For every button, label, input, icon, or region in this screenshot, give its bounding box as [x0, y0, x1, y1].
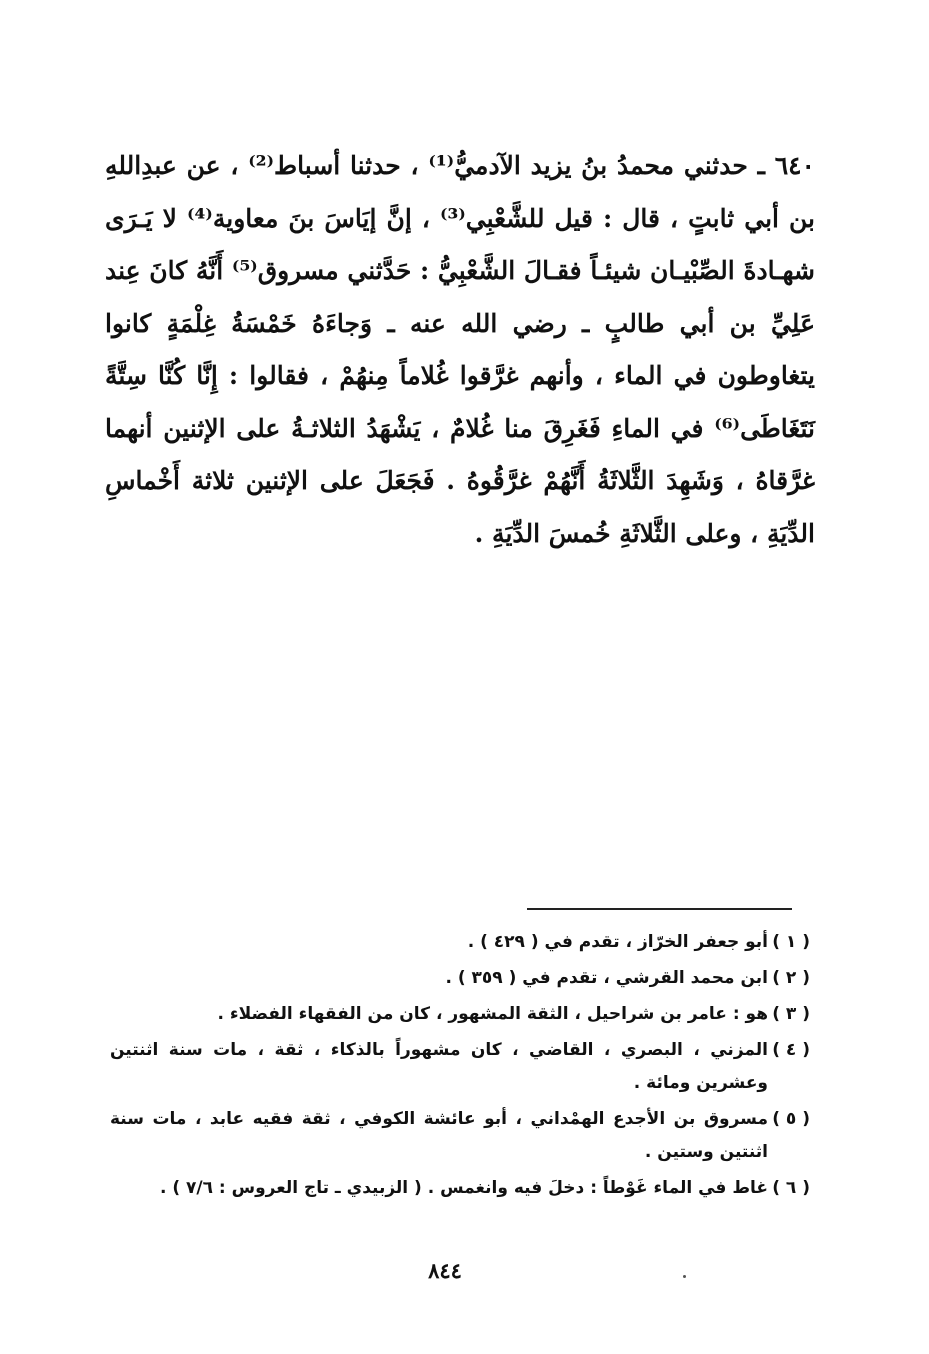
footnote-text: أبو جعفر الخرّاز ، تقدم في ( ٤٢٩ ) .	[467, 932, 768, 952]
footnote-item	[110, 1103, 810, 1169]
footnote-text: مسروق بن الأجدع الهمْداني ، أبو عائشة الكوفي ، ثقة فقيه عابد ، مات سنة اثنتين وستين .	[110, 1109, 768, 1162]
page-number: ٨٤٤	[428, 1258, 462, 1283]
footnote-item	[110, 926, 810, 959]
footnote-item	[110, 962, 810, 995]
footnote-text: ابن محمد القرشي ، تقدم في ( ٣٥٩ ) .	[445, 968, 768, 988]
footnote-text: المزني ، البصري ، القاضي ، كان مشهوراً بالذكاء ، ثقة ، مات سنة اثنتين وعشرين ومائة .	[110, 1040, 768, 1093]
hadith-text: حدثني محمدُ بنُ يزيد الآدميُّ⁽¹⁾ ، حدثنا أسباط⁽²⁾ ، عن عبدِاللهِ بن أبي ثابتٍ ، قال : قيل للشَّعْبِي⁽³⁾ ، إنَّ إيَاسَ بنَ معاوية⁽⁴⁾ لا يَـرَى شهـادةَ الصِّبْيـان شيئـاً فقـالَ الشَّعْبِيُّ : حَدَّثني مسروق⁽⁵⁾ أَنَّهُ كانَ عِند عَلِيِّ بن أبي طالبٍ ـ رضي الله عنه ـ وَجاءَهُ خَمْسَةُ غِلْمَةٍ كانوا يتغاوطون في الماء ، وأنهم غرَّقوا غُلاماً مِنهُمْ ، فقالوا : إِنَّا كُنَّا سِتَّةً نَتَغَاطَى⁽⁶⁾ في الماءِ فَغَرِقَ منا غُلامٌ ، يَشْهَدُ الثلاثـةُ على الإثنين أنهما غرَّقاهُ ، وَشَهِدَ الثَّلاثَةُ أَنَّهُمْ غرَّقُوهُ . فَجَعَلَ على الإثنين ثلاثة أَخْماسِ الدِّيَةِ ، وعلى الثَّلاثَةِ خُمسَ الدِّيَةِ .	[104, 151, 815, 548]
footnote-number: ( ٣ )	[772, 1004, 810, 1024]
footnote-text: هو : عامر بن شراحيل ، الثقة المشهور ، كان من الفقهاء الفضلاء .	[217, 1004, 768, 1024]
footnotes-list	[110, 926, 810, 1208]
hadith-paragraph	[105, 140, 815, 560]
footnote-number: ( ٥ )	[772, 1109, 810, 1129]
footnote-item	[110, 998, 810, 1031]
footnote-number: ( ٤ )	[772, 1040, 810, 1060]
footnote-number: ( ٢ )	[772, 968, 810, 988]
footnote-item	[110, 1034, 810, 1100]
footnote-number: ( ١ )	[772, 932, 810, 952]
footnote-number: ( ٦ )	[772, 1178, 810, 1198]
scan-speck	[683, 1275, 686, 1278]
hadith-number: ٦٤٠ ـ	[757, 151, 815, 180]
footnote-separator	[527, 908, 792, 910]
footnote-item	[110, 1172, 810, 1205]
footnote-text: غاط في الماء غَوْطاً : دخلَ فيه وانغمس . ( الزبيدي ـ تاج العروس : ٧/٦ ) .	[159, 1178, 768, 1198]
